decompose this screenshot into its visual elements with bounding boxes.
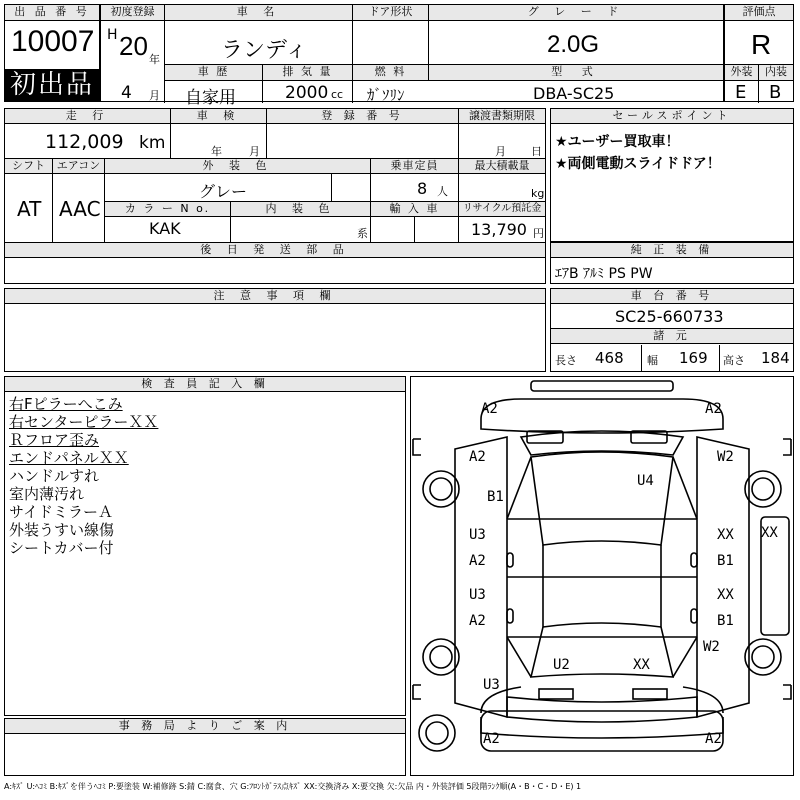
lot-number-box [4,4,100,102]
history: 自家用 [185,88,236,108]
era: H [107,27,118,43]
inspector-notes-box [4,376,406,716]
car-damage-diagram [410,376,794,776]
load-label: 最大積載量 [459,159,545,174]
damage-mark: W2 [703,639,720,655]
equipment-label: 純 正 装 備 [551,243,793,258]
int-color-unit: 系 [357,227,368,240]
exterior-score-label: 外装 [725,65,759,81]
inspector-note: 右センターピラーＸＸ [9,413,159,431]
chassis-number: SC25-660733 [615,307,724,326]
reg-year-unit: 年 [149,53,160,66]
length-value: 468 [595,349,624,367]
inspector-note: Ｒフロア歪み [9,431,100,449]
caution-box [4,288,546,372]
color-no: KAK [149,219,181,238]
interior-score-label: 内装 [759,65,793,81]
damage-mark: W2 [717,449,734,465]
damage-mark: U4 [637,473,654,489]
damage-mark: XX [717,587,734,603]
color-no-label: カ ラ ー N o. [105,202,231,217]
reg-month: 4 [121,83,132,103]
car-name-label: 車 名 [165,5,353,21]
sales-point-1: ★ユーザー買取車！ [555,134,680,150]
inspector-note: ハンドルすれ [9,467,100,485]
inspection-label: 車 検 [171,109,267,124]
sales-point-2: ★両側電動スライドドア！ [555,156,721,172]
score: R [751,29,772,60]
grade: 2.0G [547,31,600,58]
first-listing-badge [5,69,99,101]
damage-mark: A2 [705,731,722,747]
score-box [724,4,794,102]
equipment-value: ｴｱB ｱﾙﾐ PS PW [555,266,653,282]
inspector-note: 右Fピラーへこみ [9,395,123,413]
transfer-label: 譲渡書類期限 [459,109,545,124]
legend-text: A:ｷｽﾞ U:ﾍｺﾐ B:ｷｽﾞを伴うﾍｺﾐ P:要塗装 W:補修跡 S:錆 C:腐食、穴 G:ﾌﾛﾝﾄｶﾞﾗｽ点ｷｽﾞ XX:交換済み X:要交換 欠:欠品 内・外装評価 5段階ﾗﾝｸ順(A・B・C・D・E) 1 [4,782,582,791]
damage-mark: A2 [469,553,486,569]
damage-mark: U3 [483,677,500,693]
damage-mark: U3 [469,527,486,543]
damage-mark: A2 [483,731,500,747]
details-table [4,108,546,284]
inspector-note: サイドミラーＡ [9,503,113,521]
model: DBA-SC25 [533,84,615,103]
damage-mark: XX [633,657,650,673]
mileage: 112,009 [45,131,124,153]
chassis-label: 車 台 番 号 [551,289,793,304]
width-value: 169 [679,349,708,367]
ext-color-label: 外 装 色 [105,159,371,174]
damage-mark: A2 [705,401,722,417]
width-label: 幅 [647,354,658,367]
damage-mark: A2 [469,613,486,629]
insp-month-unit: 月 [249,145,260,158]
exterior-score: E [735,82,747,103]
recycle: 13,790 [471,220,527,239]
aircon-label: エアコン [53,159,105,174]
capacity-label: 乗車定員 [371,159,459,174]
dims-label: 諸 元 [551,329,793,344]
car-name: ランディ [221,38,308,63]
grade-label: グ レ ー ド [429,5,723,21]
inspector-label: 検 査 員 記 入 欄 [5,377,405,392]
office-label: 事 務 局 よ り ご 案 内 [5,719,405,734]
recycle-unit: 円 [533,227,544,240]
height-value: 184 [761,349,790,367]
recycle-label: リサイクル預託金 [459,202,545,217]
later-parts-label: 後 日 発 送 部 品 [5,243,545,258]
reg-number-label: 登 録 番 号 [267,109,459,124]
office-notice-box [4,718,406,776]
displacement-unit: cc [331,88,344,101]
inspector-note: 室内薄汚れ [9,485,85,503]
reg-month-unit: 月 [149,89,160,102]
shift: AT [17,197,42,221]
inspector-note: エンドパネルＸＸ [9,449,129,467]
equipment-box [550,242,794,284]
displacement-label: 排 気 量 [263,65,353,81]
vehicle-header-table [100,4,724,108]
caution-label: 注 意 事 項 欄 [5,289,545,304]
damage-mark: XX [761,525,778,541]
transfer-month-unit: 月 [495,145,506,158]
damage-mark: A2 [481,401,498,417]
door-label: ドア形状 [353,5,429,21]
mileage-unit: km [139,133,166,153]
mileage-label: 走 行 [5,109,171,124]
inspector-note: 外装うすい線傷 [9,521,115,539]
capacity: 8 [417,179,428,198]
first-reg-label: 初度登録 [101,5,165,21]
car-outline [411,377,793,775]
damage-mark: B1 [717,553,734,569]
lot-number: 10007 [11,25,95,58]
transfer-day-unit: 日 [531,145,542,158]
fuel-label: 燃 料 [353,65,429,81]
score-label: 評価点 [725,5,793,21]
damage-mark: XX [717,527,734,543]
shift-label: シフト [5,159,53,174]
damage-mark: A2 [469,449,486,465]
capacity-unit: 人 [437,185,448,198]
length-label: 長さ [555,354,577,367]
load-unit: kg [531,187,545,200]
reg-year: 20 [119,31,148,61]
fuel: ｶﾞｿﾘﾝ [367,86,405,104]
ext-color: グレー [199,182,248,201]
import-label: 輸 入 車 [371,202,459,217]
aircon: AAC [59,197,101,221]
sales-points-label: セールスポイント [551,109,793,124]
lot-number-label: 出 品 番 号 [5,5,99,21]
inspector-note: シートカバー付 [9,539,114,557]
inspector-notes-list [9,395,158,557]
model-label: 型 式 [429,65,723,81]
height-label: 高さ [723,354,745,367]
history-label: 車 歴 [165,65,263,81]
insp-year-unit: 年 [211,145,222,158]
int-color-label: 内 装 色 [231,202,371,217]
damage-mark: B1 [717,613,734,629]
damage-mark: B1 [487,489,504,505]
damage-mark: U3 [469,587,486,603]
first-listing-text: 初出品 [9,70,94,100]
damage-mark: U2 [553,657,570,673]
sales-points-box [550,108,794,242]
interior-score: B [769,82,782,103]
displacement: 2000 [285,83,329,103]
chassis-box [550,288,794,372]
